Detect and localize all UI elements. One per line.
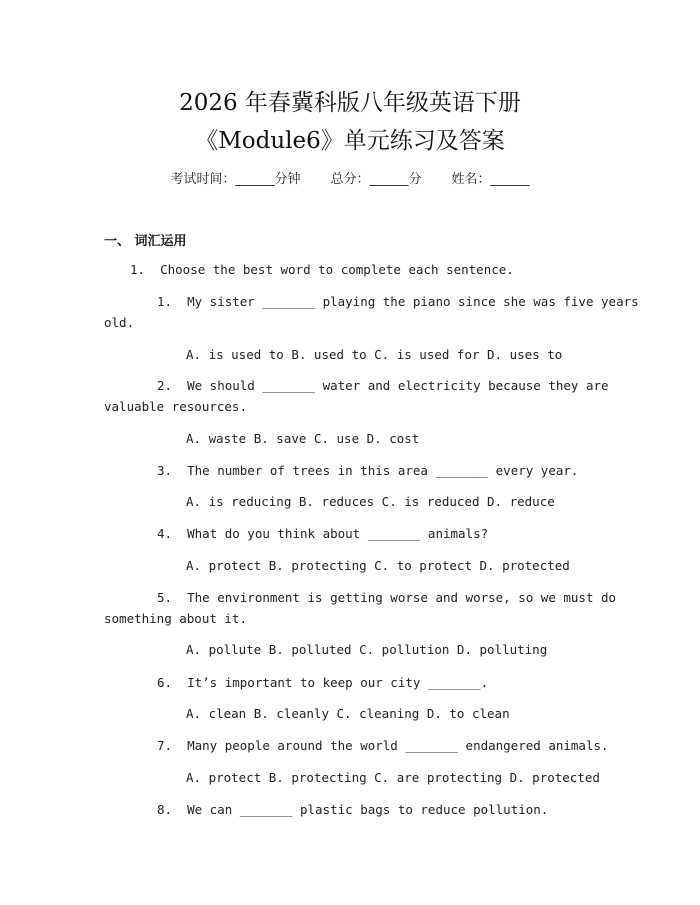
instruction: 1. Choose the best word to complete each sentence. <box>130 262 514 277</box>
question-7-options: A. protect B. protecting C. are protecting D. protected <box>186 770 600 785</box>
question-2: 2. We should _______ water and electricity because they are <box>157 378 609 393</box>
question-4-options: A. protect B. protecting C. to protect D. protected <box>186 558 570 573</box>
question-7: 7. Many people around the world _______ endangered animals. <box>157 738 609 753</box>
exam-time: 考试时间：______分钟 <box>170 172 301 187</box>
exam-name: 姓名：______ <box>451 172 530 187</box>
title-line-1: 2026 年春冀科版八年级英语下册 <box>179 90 521 116</box>
question-1: 1. My sister _______ playing the piano since she was five years <box>157 294 639 309</box>
question-3: 3. The number of trees in this area _______ every year. <box>157 463 579 478</box>
question-1-options: A. is used to B. used to C. is used for D. uses to <box>186 347 563 362</box>
question-5: 5. The environment is getting worse and worse, so we must do <box>157 590 617 605</box>
question-3-options: A. is reducing B. reduces C. is reduced D. reduce <box>186 494 555 509</box>
exam-meta <box>0 168 700 187</box>
question-8: 8. We can _______ plastic bags to reduce pollution. <box>157 802 549 817</box>
question-6-options: A. clean B. cleanly C. cleaning D. to clean <box>186 706 510 721</box>
question-6: 6. It’s important to keep our city _______. <box>157 675 489 690</box>
question-5-cont: something about it. <box>104 611 247 626</box>
exam-score: 总分：______分 <box>330 172 422 187</box>
question-4: 4. What do you think about _______ animals? <box>157 526 489 541</box>
question-2-options: A. waste B. save C. use D. cost <box>186 431 420 446</box>
title-line-2: 《Module6》单元练习及答案 <box>195 128 505 154</box>
question-1-cont: old. <box>104 315 135 330</box>
question-5-options: A. pollute B. polluted C. pollution D. polluting <box>186 642 548 657</box>
section-title: 一、 词汇运用 <box>104 234 187 249</box>
question-2-cont: valuable resources. <box>104 399 247 414</box>
